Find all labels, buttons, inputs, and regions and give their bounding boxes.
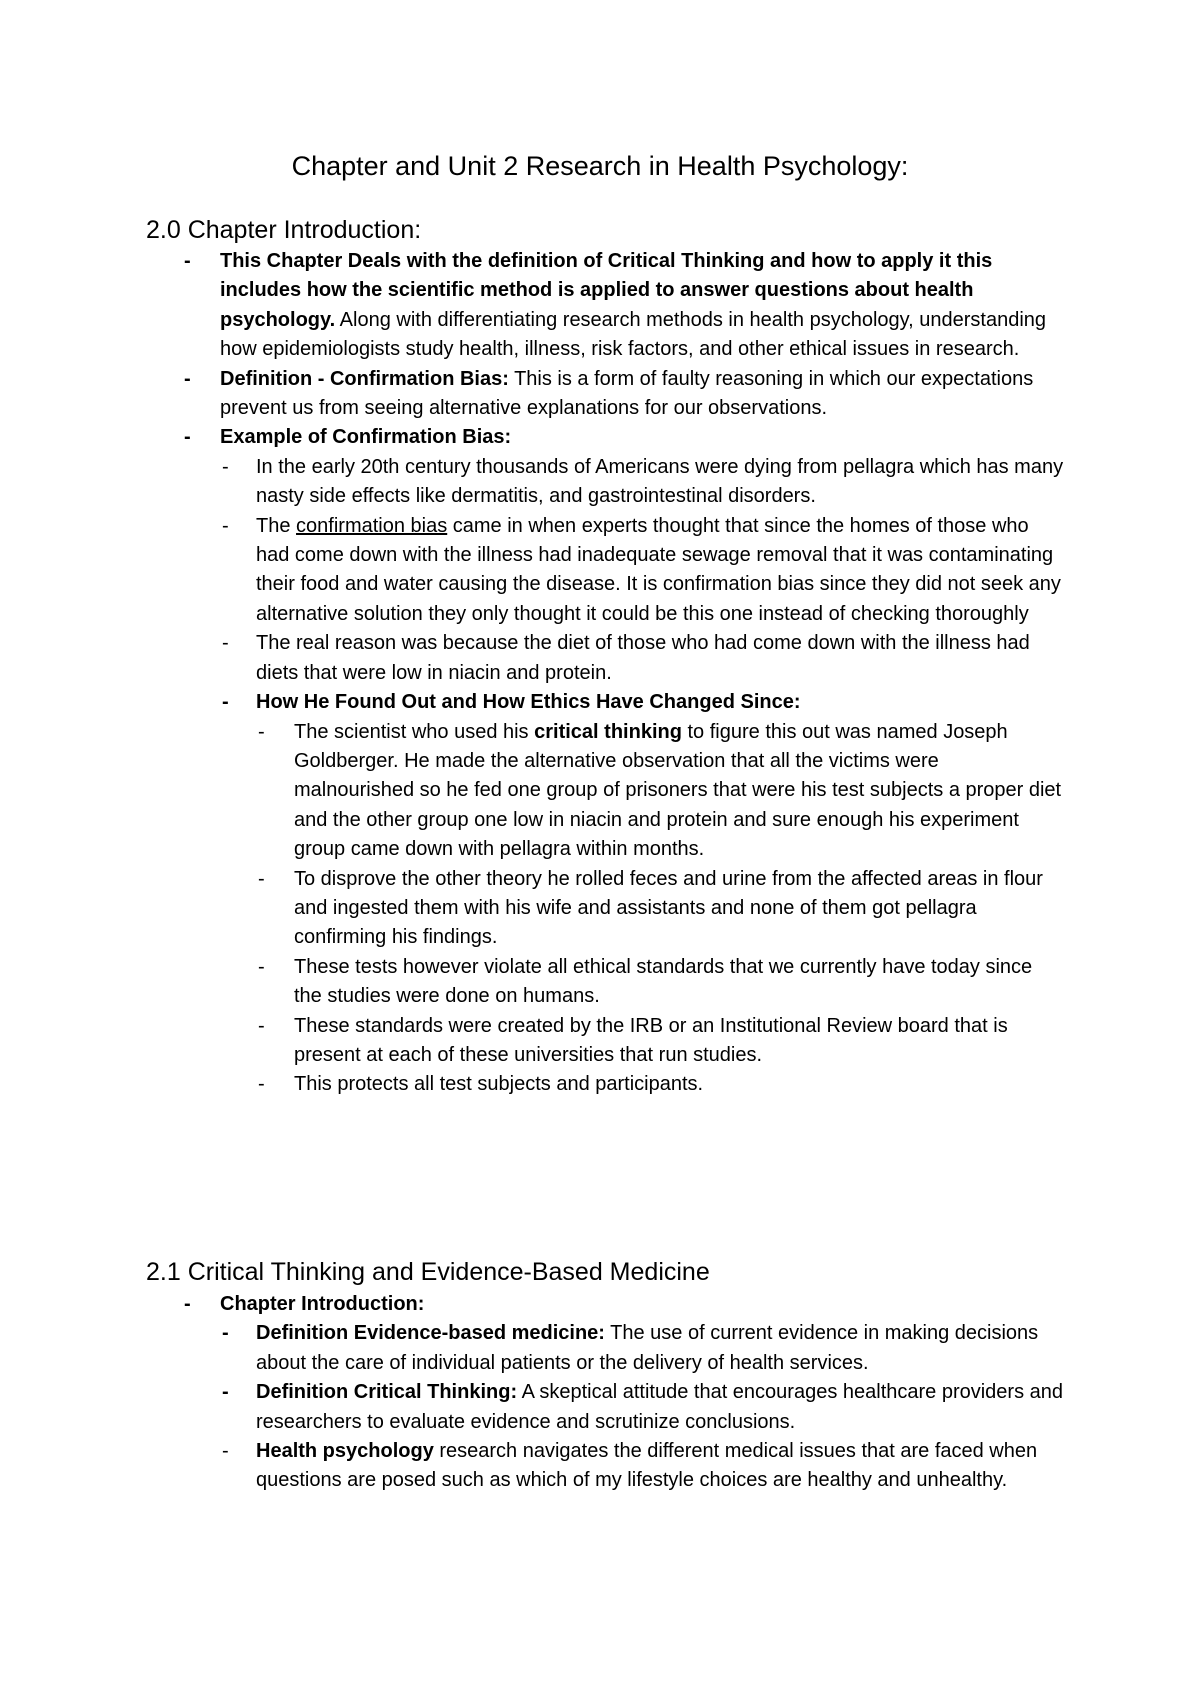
list-item <box>256 718 1064 865</box>
list-item <box>256 1012 1064 1071</box>
dash-marker: - <box>222 1322 229 1345</box>
section-2-1-list <box>184 1290 1064 1496</box>
list-item <box>256 953 1064 1012</box>
dash-marker: - <box>184 367 191 390</box>
ethics-sublist <box>220 718 1064 1100</box>
bold-text: Definition Evidence-based medicine: <box>256 1322 605 1345</box>
list-item <box>184 1290 1064 1496</box>
list-item <box>220 1437 1064 1496</box>
list-item <box>256 1070 1064 1099</box>
definitions-sublist <box>184 1319 1064 1495</box>
body-text: In the early 20th century thousands of Americans were dying from pellagra which has many nasty side effects like dermatitis, and gastrointestinal disorders. <box>256 455 1064 508</box>
section-heading-2-1: 2.1 Critical Thinking and Evidence-Based Medicine <box>146 1258 710 1286</box>
body-text: to figure this out was named Joseph Goldberger. He made the alternative observation that all the victims were malnourished so he fed one group of prisoners that were his test subjects a proper diet and the other group one low in niacin and protein and sure enough his experiment group came down with pellagra within months. <box>294 720 1062 861</box>
dash-marker: - <box>222 455 229 478</box>
section-2-0-list <box>184 247 1064 1100</box>
bold-text: Definition Critical Thinking: <box>256 1381 518 1404</box>
list-item <box>220 688 1064 1100</box>
body-text: The use of current evidence in making decisions about the care of individual patients or the delivery of health services. <box>256 1322 1039 1374</box>
list-item <box>220 1319 1064 1378</box>
body-text: These standards were created by the IRB or an Institutional Review board that is present at each of these universities that run studies. <box>294 1014 1008 1066</box>
bold-text: How He Found Out and How Ethics Have Changed Since: <box>256 691 801 714</box>
list-item <box>184 365 1064 424</box>
body-text: This protects all test subjects and participants. <box>294 1073 704 1096</box>
bold-text: Definition - Confirmation Bias: <box>220 367 509 390</box>
body-text: The scientist who used his <box>294 720 535 743</box>
body-text: The real reason was because the diet of those who had come down with the illness had diets that were low in niacin and protein. <box>256 632 1030 684</box>
dash-marker: - <box>222 1381 229 1404</box>
body-text: research navigates the different medical issues that are faced when questions are posed such as which of my lifestyle choices are healthy and unhealthy. <box>256 1440 1038 1492</box>
list-item <box>220 512 1064 630</box>
body-text: A skeptical attitude that encourages healthcare providers and researchers to evaluate evidence and scrutinize conclusions. <box>256 1381 1064 1433</box>
list-item <box>220 629 1064 688</box>
dash-marker: - <box>222 1440 229 1463</box>
dash-marker: - <box>184 250 191 272</box>
bold-text: critical thinking <box>534 720 682 743</box>
list-item <box>220 1378 1064 1437</box>
list-item <box>256 865 1064 953</box>
dash-marker: - <box>258 867 265 890</box>
dash-marker: - <box>258 955 265 978</box>
body-text: To disprove the other theory he rolled feces and urine from the affected areas in flour and ingested them with his wife and assistants and none of them got pellagra confirming his findings. <box>294 867 1043 949</box>
dash-marker: - <box>184 1293 191 1315</box>
list-item <box>184 247 1064 365</box>
example-sublist <box>184 453 1064 1100</box>
dash-marker: - <box>258 1014 265 1037</box>
bold-text: This Chapter Deals with the definition of Critical Thinking and how to apply it this includes how the scientific method is applied to answer questions about health psychology. <box>220 250 993 331</box>
body-text: Along with differentiating research methods in health psychology, understanding how epidemiologists study health, illness, risk factors, and other ethical issues in research. <box>220 308 1047 361</box>
bold-text: Health psychology <box>256 1440 434 1463</box>
dash-marker: - <box>222 691 229 714</box>
section-heading-2-0: 2.0 Chapter Introduction: <box>146 216 422 244</box>
body-text: This is a form of faulty reasoning in which our expectations prevent us from seeing alternative explanations for our observations. <box>220 367 1034 420</box>
body-text: The <box>256 514 297 537</box>
dash-marker: - <box>258 1073 265 1096</box>
dash-marker: - <box>222 632 229 655</box>
dash-marker: - <box>222 514 229 537</box>
bold-text: Example of Confirmation Bias: <box>220 426 512 449</box>
list-item <box>184 423 1064 1099</box>
body-text: came in when experts thought that since the homes of those who had come down with the illness had inadequate sewage removal that it was contaminating their food and water causing the disease. It is confirmation bias since they did not seek any alternative solution they only thought it could be this one instead of checking thoroughly <box>256 514 1061 625</box>
underlined-text: confirmation bias <box>296 514 448 537</box>
body-text: These tests however violate all ethical standards that we currently have today since the studies were done on humans. <box>294 955 1033 1008</box>
page-title: Chapter and Unit 2 Research in Health Psychology: <box>291 151 909 181</box>
bold-text: Chapter Introduction: <box>220 1293 425 1315</box>
dash-marker: - <box>184 426 191 449</box>
dash-marker: - <box>258 720 265 743</box>
list-item <box>220 453 1064 512</box>
